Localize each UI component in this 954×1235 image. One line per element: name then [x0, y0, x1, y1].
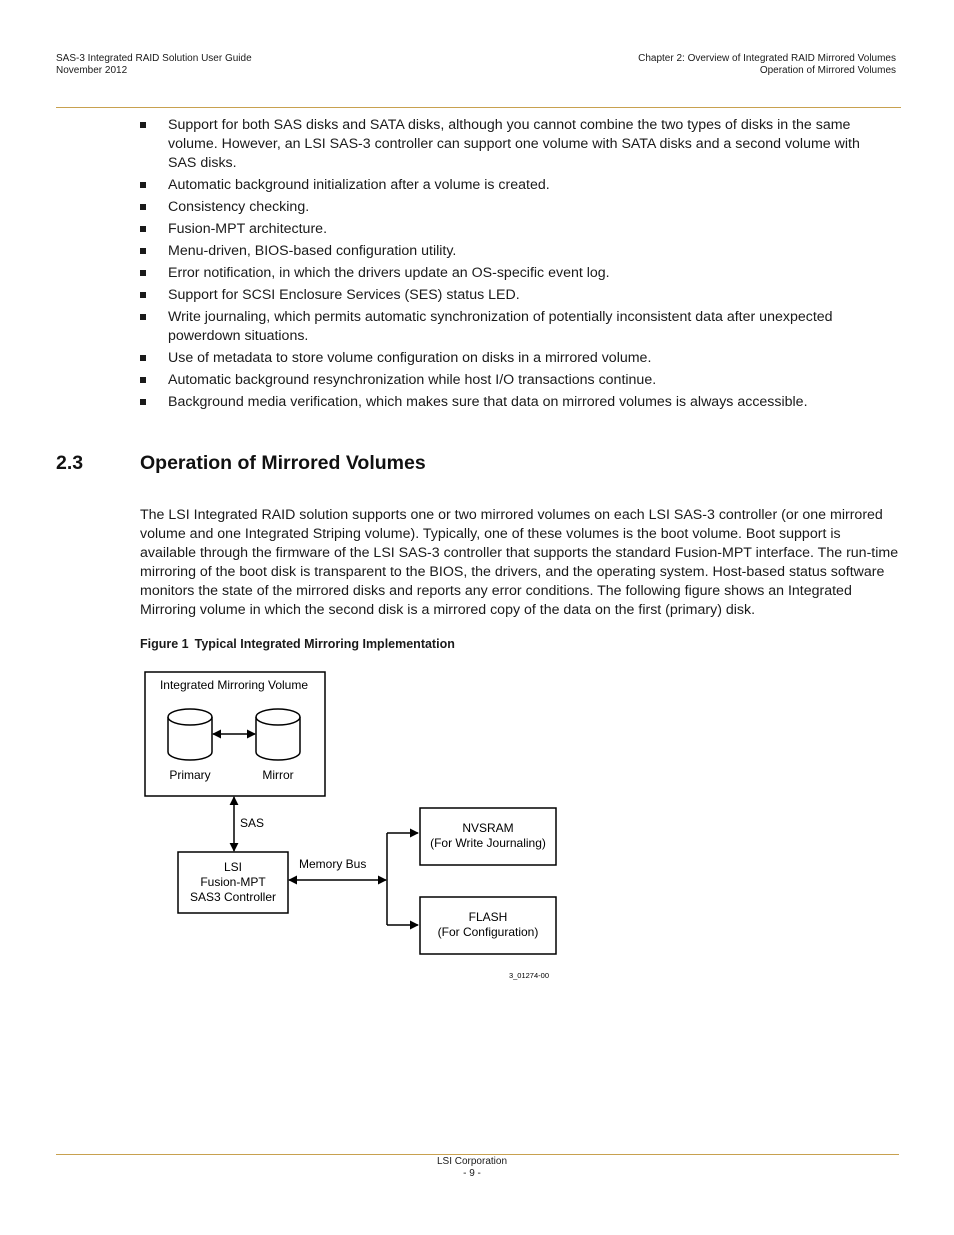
list-item: Write journaling, which permits automatic synchronization of potentially inconsistent data after unexpected powerdown situations.: [140, 308, 880, 346]
nvsram-line-2: (For Write Journaling): [430, 836, 546, 850]
chapter-title: Chapter 2: Overview of Integrated RAID Mirrored Volumes: [638, 53, 896, 64]
figure-label: Figure 1: [140, 637, 189, 651]
doc-title: SAS-3 Integrated RAID Solution User Guide: [56, 53, 252, 64]
body-paragraph: The LSI Integrated RAID solution supports one or two mirrored volumes on each LSI SAS-3 controller (or one mirrored volume and one Integrated Striping volume). Typically, one of these volumes is the boot volume. Boot support is available through the firmware of the LSI SAS-3 controller that supports the standard Fusion-MPT interface. The run-time mirroring of the boot disk is transparent to the BIOS, the drivers, and the operating system. Host-based status software monitors the state of the mirrored disks and reports any error conditions. The following figure shows an Integrated Mirroring volume in which the second disk is a mirrored copy of the data on the first (primary) disk.: [140, 507, 899, 618]
sas-label: SAS: [240, 816, 265, 830]
doc-date: November 2012: [56, 65, 128, 76]
figure-id: 3_01274-00: [508, 971, 549, 980]
footer-company: LSI Corporation: [436, 1156, 508, 1167]
page-number: - 9 -: [463, 1168, 481, 1179]
section-number: 2.3: [56, 452, 84, 474]
controller-line-1: LSI: [223, 860, 243, 874]
mirror-disk-icon: [256, 709, 300, 760]
figure-title: Typical Integrated Mirroring Implementation: [194, 637, 455, 651]
section-running-title: Operation of Mirrored Volumes: [759, 65, 896, 76]
controller-line-2: Fusion-MPT: [200, 875, 266, 889]
mirror-label: Mirror: [262, 768, 294, 782]
list-item: Fusion-MPT architecture.: [140, 220, 880, 239]
list-item: Automatic background resynchronization while host I/O transactions continue.: [140, 371, 880, 390]
list-item: Menu-driven, BIOS-based configuration utility.: [140, 242, 880, 261]
primary-disk-icon: [168, 709, 212, 760]
footer-rule: [56, 1154, 899, 1155]
list-item: Consistency checking.: [140, 198, 880, 217]
list-item: Automatic background initialization after a volume is created.: [140, 176, 880, 195]
memory-bus-label: Memory Bus: [299, 857, 367, 871]
list-item: Use of metadata to store volume configuration on disks in a mirrored volume.: [140, 349, 880, 368]
section-title: Operation of Mirrored Volumes: [140, 452, 426, 474]
page-footer: [0, 1156, 944, 1180]
list-item: Error notification, in which the drivers update an OS-specific event log.: [140, 264, 880, 283]
list-item: Support for both SAS disks and SATA disks, although you cannot combine the two types of disks in the same volume. However, an LSI SAS-3 controller can support one volume with SATA disks and a second volume with SAS disks.: [140, 116, 880, 173]
flash-line-1: FLASH: [468, 910, 508, 924]
list-item: Background media verification, which makes sure that data on mirrored volumes is always accessible.: [140, 393, 880, 412]
list-item: Support for SCSI Enclosure Services (SES) status LED.: [140, 286, 880, 305]
flash-line-2: (For Configuration): [437, 925, 539, 939]
controller-line-3: SAS3 Controller: [189, 890, 277, 904]
volume-title: Integrated Mirroring Volume: [159, 678, 309, 692]
nvsram-line-1: NVSRAM: [462, 821, 514, 835]
primary-label: Primary: [169, 768, 211, 782]
